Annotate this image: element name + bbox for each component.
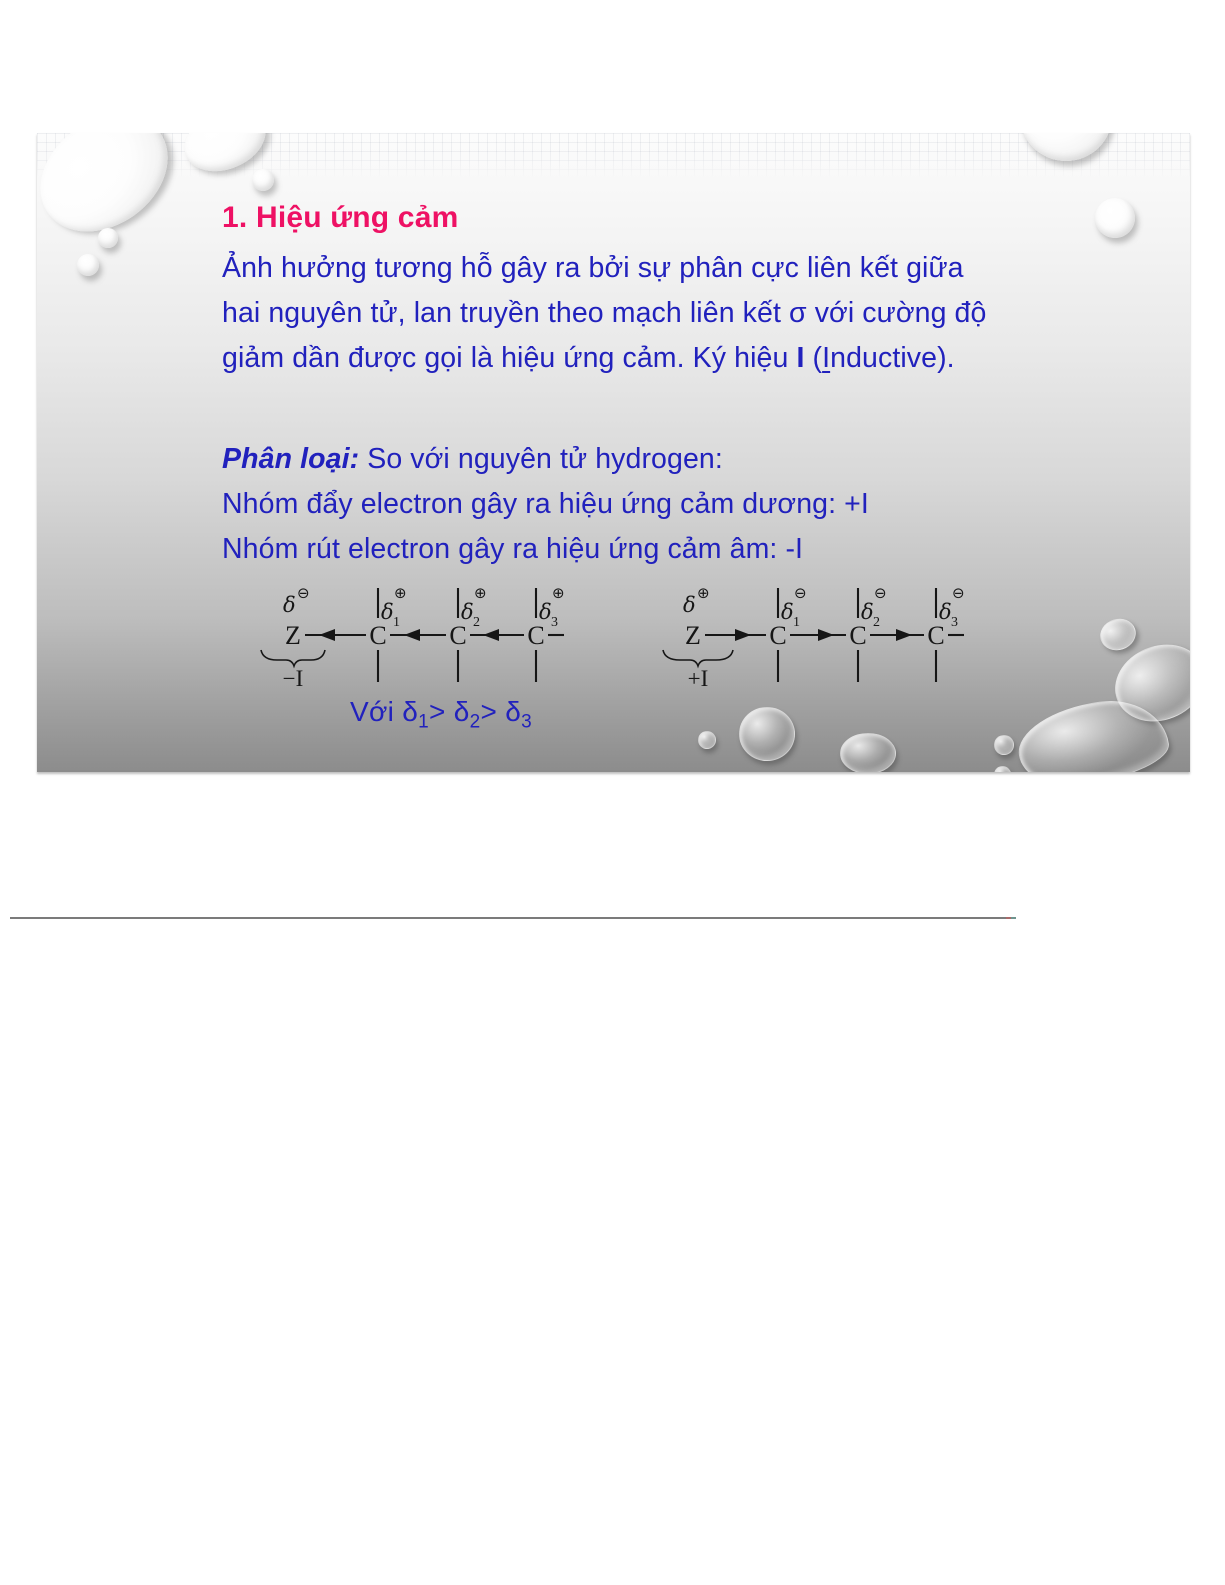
- minus-charge-icon: ⊖: [297, 584, 310, 602]
- delta-subscript: 2: [873, 615, 880, 630]
- slide-canvas: [37, 133, 1190, 772]
- text-run: > δ: [429, 696, 470, 727]
- inductive-underlined-initial: I: [822, 342, 831, 374]
- atom-c2: C: [849, 621, 867, 650]
- subscript: 2: [469, 711, 481, 733]
- symbol-I-bold: I: [796, 342, 805, 374]
- inductive-diagram-negative: [253, 582, 565, 690]
- atom-z: Z: [685, 621, 701, 650]
- underbrace-icon: [663, 650, 733, 666]
- delta-subscript: 2: [473, 615, 480, 630]
- atom-c3: C: [927, 621, 945, 650]
- inductive-diagram-positive: [653, 582, 965, 690]
- delta-symbol: δ: [539, 600, 552, 624]
- bubble-decoration-bottom-small-2: [994, 766, 1011, 772]
- delta-symbol: δ: [781, 600, 794, 624]
- arrowhead-left-icon: [483, 629, 499, 641]
- delta-subscript: 1: [393, 615, 400, 630]
- paragraph-line: Ảnh hưởng tương hỗ gây ra bởi sự phân cực liên kết giữa: [222, 252, 964, 284]
- paragraph-line: Nhóm đẩy electron gây ra hiệu ứng cảm dương: +I: [222, 488, 869, 520]
- bubble-decoration-right-small-oval: [1096, 614, 1140, 655]
- atom-z: Z: [285, 621, 301, 650]
- text-run: giảm dần được gọi là hiệu ứng cảm. Ký hiệu: [222, 342, 797, 374]
- slide-title: 1. Hiệu ứng cảm: [222, 201, 459, 234]
- bubble-decoration-mid-small: [698, 731, 716, 749]
- delta-symbol: δ: [861, 600, 874, 624]
- paragraph-line: [222, 336, 986, 381]
- delta-subscript: 3: [551, 615, 558, 630]
- minus-charge-icon: ⊖: [952, 584, 965, 602]
- classification-lead: Phân loại:: [222, 443, 360, 475]
- plus-charge-icon: ⊕: [552, 584, 565, 602]
- arrowhead-left-icon: [404, 629, 420, 641]
- separator-line-tip-teal: [1011, 917, 1016, 919]
- atom-c2: C: [449, 621, 467, 650]
- text-run: So với nguyên tử hydrogen:: [359, 443, 723, 475]
- bubble-decoration-small-2: [98, 228, 118, 248]
- plus-charge-icon: ⊕: [474, 584, 487, 602]
- separator-line: [10, 917, 1006, 919]
- bubble-decoration-small-1: [252, 169, 274, 191]
- delta-symbol: δ: [939, 600, 952, 624]
- arrowhead-right-icon: [735, 629, 751, 641]
- text-run: Với δ: [350, 696, 419, 727]
- atom-c1: C: [769, 621, 787, 650]
- text-run: (: [804, 342, 823, 374]
- arrowhead-left-icon: [319, 629, 335, 641]
- paragraph-line: hai nguyên tử, lan truyền theo mạch liên kết σ với cường độ: [222, 297, 987, 329]
- bubble-decoration-small-3: [77, 254, 99, 276]
- paragraph-line: [222, 437, 869, 482]
- underbrace-icon: [261, 650, 325, 666]
- text-run: > δ: [480, 696, 522, 727]
- plus-charge-icon: ⊕: [697, 584, 710, 602]
- subscript: 1: [418, 711, 429, 733]
- arrowhead-right-icon: [896, 629, 912, 641]
- bubble-decoration-bottom-small-1: [994, 735, 1014, 755]
- bubble-decoration-mid-flat: [840, 733, 896, 772]
- plus-charge-icon: ⊕: [394, 584, 407, 602]
- paragraph-classification: [222, 437, 869, 572]
- delta-symbol: δ: [461, 600, 474, 624]
- atom-c3: C: [527, 621, 545, 650]
- delta-subscript: 1: [793, 615, 800, 630]
- text-run: nductive).: [830, 342, 955, 374]
- bubble-decoration-topright-small: [1095, 198, 1135, 238]
- bubble-decoration-mid-round: [739, 707, 795, 761]
- paragraph-line: Nhóm rút electron gây ra hiệu ứng cảm âm: -I: [222, 533, 804, 565]
- delta-symbol: δ: [381, 600, 394, 624]
- delta-order-caption: [350, 696, 532, 734]
- arrowhead-right-icon: [818, 629, 834, 641]
- subscript: 3: [521, 711, 532, 733]
- minus-charge-icon: ⊖: [794, 584, 807, 602]
- effect-label-positive: +I: [687, 666, 709, 690]
- minus-charge-icon: ⊖: [874, 584, 887, 602]
- atom-c1: C: [369, 621, 387, 650]
- effect-label-negative: −I: [282, 666, 304, 690]
- delta-subscript: 3: [951, 615, 958, 630]
- delta-symbol: δ: [683, 593, 696, 617]
- delta-symbol: δ: [283, 593, 296, 617]
- paragraph-definition: [222, 246, 986, 381]
